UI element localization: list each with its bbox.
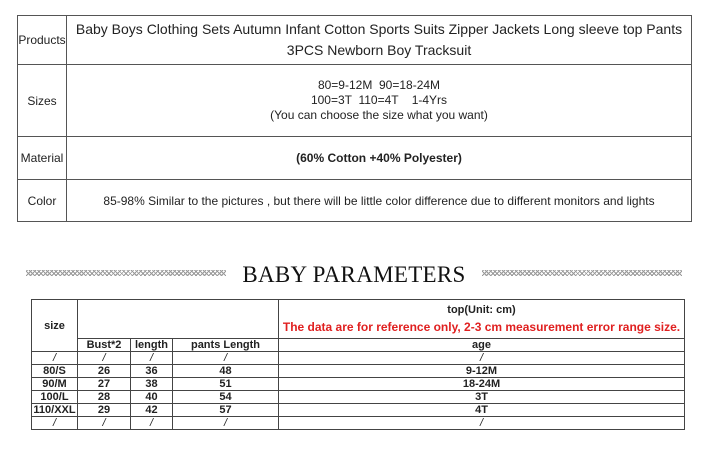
table-cell: /	[173, 417, 279, 430]
sizes-row	[18, 65, 692, 137]
table-cell: /	[131, 417, 173, 430]
section-heading	[0, 259, 714, 291]
table-row	[32, 365, 685, 378]
material-row	[18, 137, 692, 180]
column-header-length: length	[131, 339, 173, 352]
table-cell: 36	[131, 365, 173, 378]
table-cell: 4T	[279, 404, 685, 417]
size-header: size	[32, 300, 78, 352]
table-row	[32, 378, 685, 391]
table-cell: /	[131, 352, 173, 365]
table-cell: 80/S	[32, 365, 78, 378]
decorative-divider-right	[482, 270, 682, 276]
params-header-row	[32, 300, 685, 339]
column-header-age: age	[279, 339, 685, 352]
table-cell: 100/L	[32, 391, 78, 404]
size-parameters-table	[31, 299, 685, 430]
top-unit-header: top(Unit: cm)	[447, 304, 516, 316]
table-row	[32, 352, 685, 365]
table-cell: /	[279, 352, 685, 365]
empty-header-cell	[78, 300, 279, 339]
product-info-table	[17, 15, 692, 222]
reference-note: The data are for reference only, 2-3 cm measurement error range size.	[282, 320, 681, 334]
table-cell: 3T	[279, 391, 685, 404]
color-row	[18, 180, 692, 222]
products-value-cell	[67, 16, 692, 65]
table-cell: 57	[173, 404, 279, 417]
table-cell: /	[32, 352, 78, 365]
table-cell: 9-12M	[279, 365, 685, 378]
top-header-cell	[279, 300, 685, 339]
sizes-label: Sizes	[18, 65, 67, 137]
table-cell: 42	[131, 404, 173, 417]
table-cell: 90/M	[32, 378, 78, 391]
table-cell: /	[32, 417, 78, 430]
sizes-value-cell	[67, 65, 692, 137]
table-cell: 40	[131, 391, 173, 404]
table-cell: 51	[173, 378, 279, 391]
table-row	[32, 404, 685, 417]
sizes-line-2: 100=3T 110=4T 1-4Yrs	[310, 93, 448, 107]
color-value-cell	[67, 180, 692, 222]
table-cell: 26	[78, 365, 131, 378]
color-value: 85-98% Similar to the pictures , but there will be little color difference due to different monitors and lights	[103, 193, 655, 208]
table-cell: 18-24M	[279, 378, 685, 391]
color-label: Color	[18, 180, 67, 222]
decorative-divider-left	[26, 270, 226, 276]
table-cell: /	[78, 417, 131, 430]
table-cell: 110/XXL	[33, 404, 76, 416]
sizes-line-1: 80=9-12M 90=18-24M	[317, 78, 441, 92]
params-column-header-row	[32, 339, 685, 352]
table-row	[32, 417, 685, 430]
table-cell: 27	[78, 378, 131, 391]
column-header-pants-length: pants Length	[173, 339, 279, 352]
table-cell: 38	[131, 378, 173, 391]
products-value: Baby Boys Clothing Sets Autumn Infant Cotton Sports Suits Zipper Jackets Long sleeve top Pants 3PCS Newborn Boy Tracksuit	[75, 21, 683, 58]
table-cell: /	[279, 417, 685, 430]
table-cell: /	[78, 352, 131, 365]
material-value-cell	[67, 137, 692, 180]
table-cell: 48	[173, 365, 279, 378]
table-cell: 54	[173, 391, 279, 404]
table-cell: 29	[78, 404, 131, 417]
table-cell: /	[173, 352, 279, 365]
heading-title: BABY PARAMETERS	[242, 262, 466, 287]
sizes-line-3: (You can choose the size what you want)	[270, 108, 488, 122]
table-cell: 28	[78, 391, 131, 404]
table-row	[32, 391, 685, 404]
material-value: (60% Cotton +40% Polyester)	[296, 151, 462, 165]
products-label: Products	[18, 16, 67, 65]
column-header-bust: Bust*2	[78, 339, 131, 352]
material-label: Material	[18, 137, 67, 180]
products-row	[18, 16, 692, 65]
